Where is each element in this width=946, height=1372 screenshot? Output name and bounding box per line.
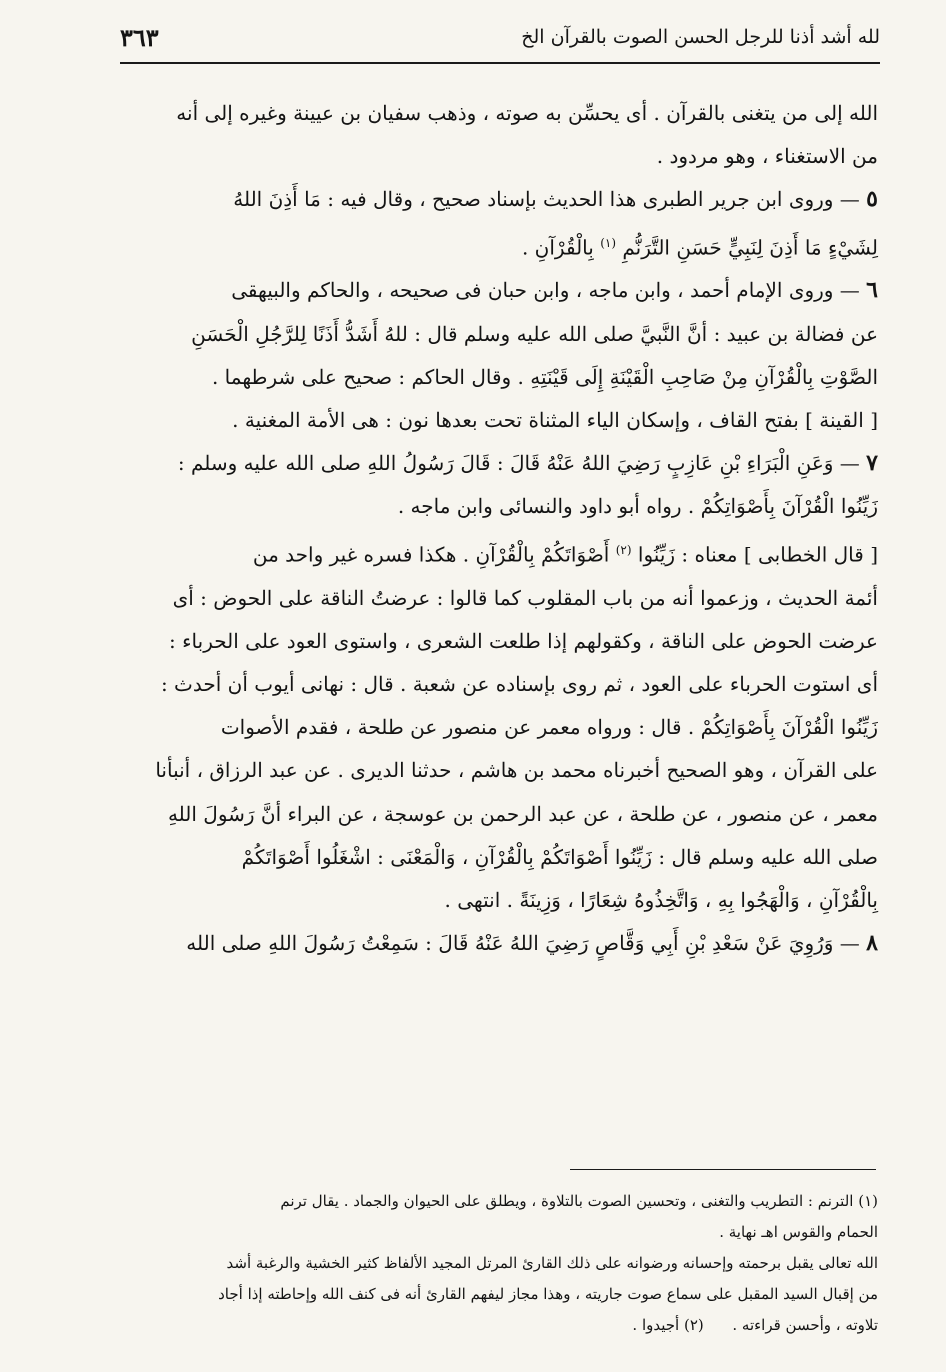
commentary-line (122, 793, 878, 836)
commentary-line (122, 620, 878, 663)
commentary-line (122, 529, 878, 577)
line-text: أى استوت الحرباء على العود ، ثم روى بإسناده عن شعبة . قال : نهانى أيوب أن أحدث : (160, 671, 878, 696)
hadith-number: ٧ (866, 450, 878, 477)
hadith-5-line (122, 178, 878, 221)
footnote-line (122, 1248, 878, 1279)
line-text: [ القينة ] بفتح القاف ، وإسكان الياء المثناة تحت بعدها نون : هى الأمة المغنية . (232, 408, 878, 433)
line-text: — وَرُوِيَ عَنْ سَعْدِ بْنِ أَبِي وَقَّاصٍ رَضِيَ اللهُ عَنْهُ قَالَ : سَمِعْتُ رَسُولَ اللهِ صلى الله (186, 931, 860, 956)
footnotes (122, 1186, 878, 1341)
body-text (122, 92, 878, 965)
running-title: لله أشد أذنا للرجل الحسن الصوت بالقرآن الخ (521, 26, 880, 48)
line-text: — وروى ابن جرير الطبرى هذا الحديث بإسناد صحيح ، وقال فيه : مَا أَذِنَ اللهُ (233, 187, 860, 212)
footnote-text: (٢) أجيدوا . (632, 1316, 704, 1334)
commentary-line (122, 577, 878, 620)
footnote-line (122, 1279, 878, 1310)
footnote-line (122, 1217, 878, 1248)
line-text: عرضت الحوض على الناقة ، وكقولهم إذا طلعت الشعرى ، واستوى العود على الحرباء : (169, 628, 878, 653)
hadith-7-line (122, 485, 878, 528)
footnote-text: تلاوته ، وأحسن قراءته . (732, 1316, 878, 1334)
hadith-6-line (122, 399, 878, 442)
hadith-7-line (122, 442, 878, 485)
commentary-line (122, 836, 878, 879)
line-text: من الاستغناء ، وهو مردود . (656, 144, 878, 169)
line-text: الصَّوْتِ بِالْقُرْآنِ مِنْ صَاحِبِ الْقَيْنَةِ إِلَى قَيْنَتِهِ . وقال الحاكم : صحيح على شرطهما . (211, 364, 878, 389)
line-text: الله إلى من يتغنى بالقرآن . أى يحسِّن به صوته ، وذهب سفيان بن عيينة وغيره إلى أنه (176, 101, 878, 125)
line-text: صلى الله عليه وسلم قال : زَيِّنُوا أَصْوَاتَكُمْ بِالْقُرْآنِ ، وَالْمَعْنَى : اشْغَلُوا أَصْوَاتَكُمْ (241, 844, 878, 869)
footnote-line (122, 1186, 878, 1217)
line-text: على القرآن ، وهو الصحيح أخبرناه محمد بن هاشم ، حدثنا الديرى . عن عبد الرزاق ، أنبأنا (155, 758, 878, 783)
line-text: زَيِّنُوا الْقُرْآنَ بِأَصْوَاتِكُمْ . قال : ورواه معمر عن منصور عن طلحة ، فقدم الأصوات (220, 715, 878, 740)
line-text: زَيِّنُوا الْقُرْآنَ بِأَصْوَاتِكُمْ . رواه أبو داود والنسائى وابن ماجه . (397, 494, 878, 519)
commentary-line (122, 663, 878, 706)
footnote-text: الحمام والقوس اهـ نهاية . (719, 1223, 878, 1241)
hadith-5-line (122, 222, 878, 270)
line-text: — وَعَنِ الْبَرَاءِ بْنِ عَازِبٍ رَضِيَ اللهُ عَنْهُ قَالَ : قَالَ رَسُولُ اللهِ صلى الله عليه وسلم : (177, 451, 860, 476)
footnote-text: الله تعالى يقبل برحمته وإحسانه ورضوانه على ذلك القارئ المرتل المجيد الألفاظ كثير الخشية والرغبة أشد (226, 1254, 878, 1272)
line-text: لِشَيْءٍ مَا أَذِنَ لِنَبِيٍّ حَسَنِ التَّرَنُّمِ (622, 235, 878, 260)
line-text: بِالْقُرْآنِ ، وَالْهَجُوا بِهِ ، وَاتَّخِذُوهُ شِعَارًا ، وَزِينَةً . انتهى . (444, 887, 878, 912)
hadith-6-line (122, 269, 878, 312)
line-text: — وروى الإمام أحمد ، وابن ماجه ، وابن حبان فى صحيحه ، والحاكم والبيهقى (231, 278, 860, 303)
footnote-text: من إقبال السيد المقبل على سماع صوت جاريته ، وهذا مجاز ليفهم القارئ أنه فى كنف الله وإحاطته إذا أجاد (218, 1285, 878, 1303)
line-text: أئمة الحديث ، وزعموا أنه من باب المقلوب كما قالوا : عرضتُ الناقة على الحوض : أى (172, 585, 878, 610)
line-text: معمر ، عن منصور ، عن طلحة ، عن عبد الرحمن بن عوسجة ، عن البراء أنَّ رَسُولَ اللهِ (167, 801, 878, 826)
footnote-line (122, 1310, 878, 1341)
footnote-text: (١) الترنم : التطريب والتغنى ، وتحسين الصوت بالتلاوة ، ويطلق على الحيوان والجماد . يقال ترنم (280, 1192, 878, 1210)
hadith-number: ٥ (866, 186, 878, 213)
commentary-line (122, 879, 878, 922)
text-line (122, 92, 878, 135)
line-text: أَصْوَاتَكُمْ بِالْقُرْآنِ . هكذا فسره غير واحد من (252, 542, 610, 567)
line-text: عن فضالة بن عبيد : أنَّ النَّبيَّ صلى الله عليه وسلم قال : للهُ أَشَدُّ أَذَنًا لِلرَّجُلِ الْحَسَنِ (191, 321, 878, 346)
header-rule (120, 62, 880, 64)
hadith-number: ٦ (866, 277, 878, 304)
line-text: بِالْقُرْآنِ . (521, 235, 594, 260)
commentary-line (122, 749, 878, 792)
page-number: ٣٦٣ (120, 22, 159, 52)
footnote-ref: (١) (600, 235, 617, 250)
text-line (122, 135, 878, 178)
footnote-ref: (٢) (615, 542, 632, 557)
hadith-6-line (122, 356, 878, 399)
hadith-6-line (122, 313, 878, 356)
commentary-line (122, 706, 878, 749)
page-header (120, 18, 880, 56)
line-text: [ قال الخطابى ] معناه : زَيِّنُوا (637, 542, 878, 567)
hadith-number: ٨ (866, 930, 878, 957)
footnote-rule (570, 1169, 876, 1170)
hadith-8-line (122, 922, 878, 965)
